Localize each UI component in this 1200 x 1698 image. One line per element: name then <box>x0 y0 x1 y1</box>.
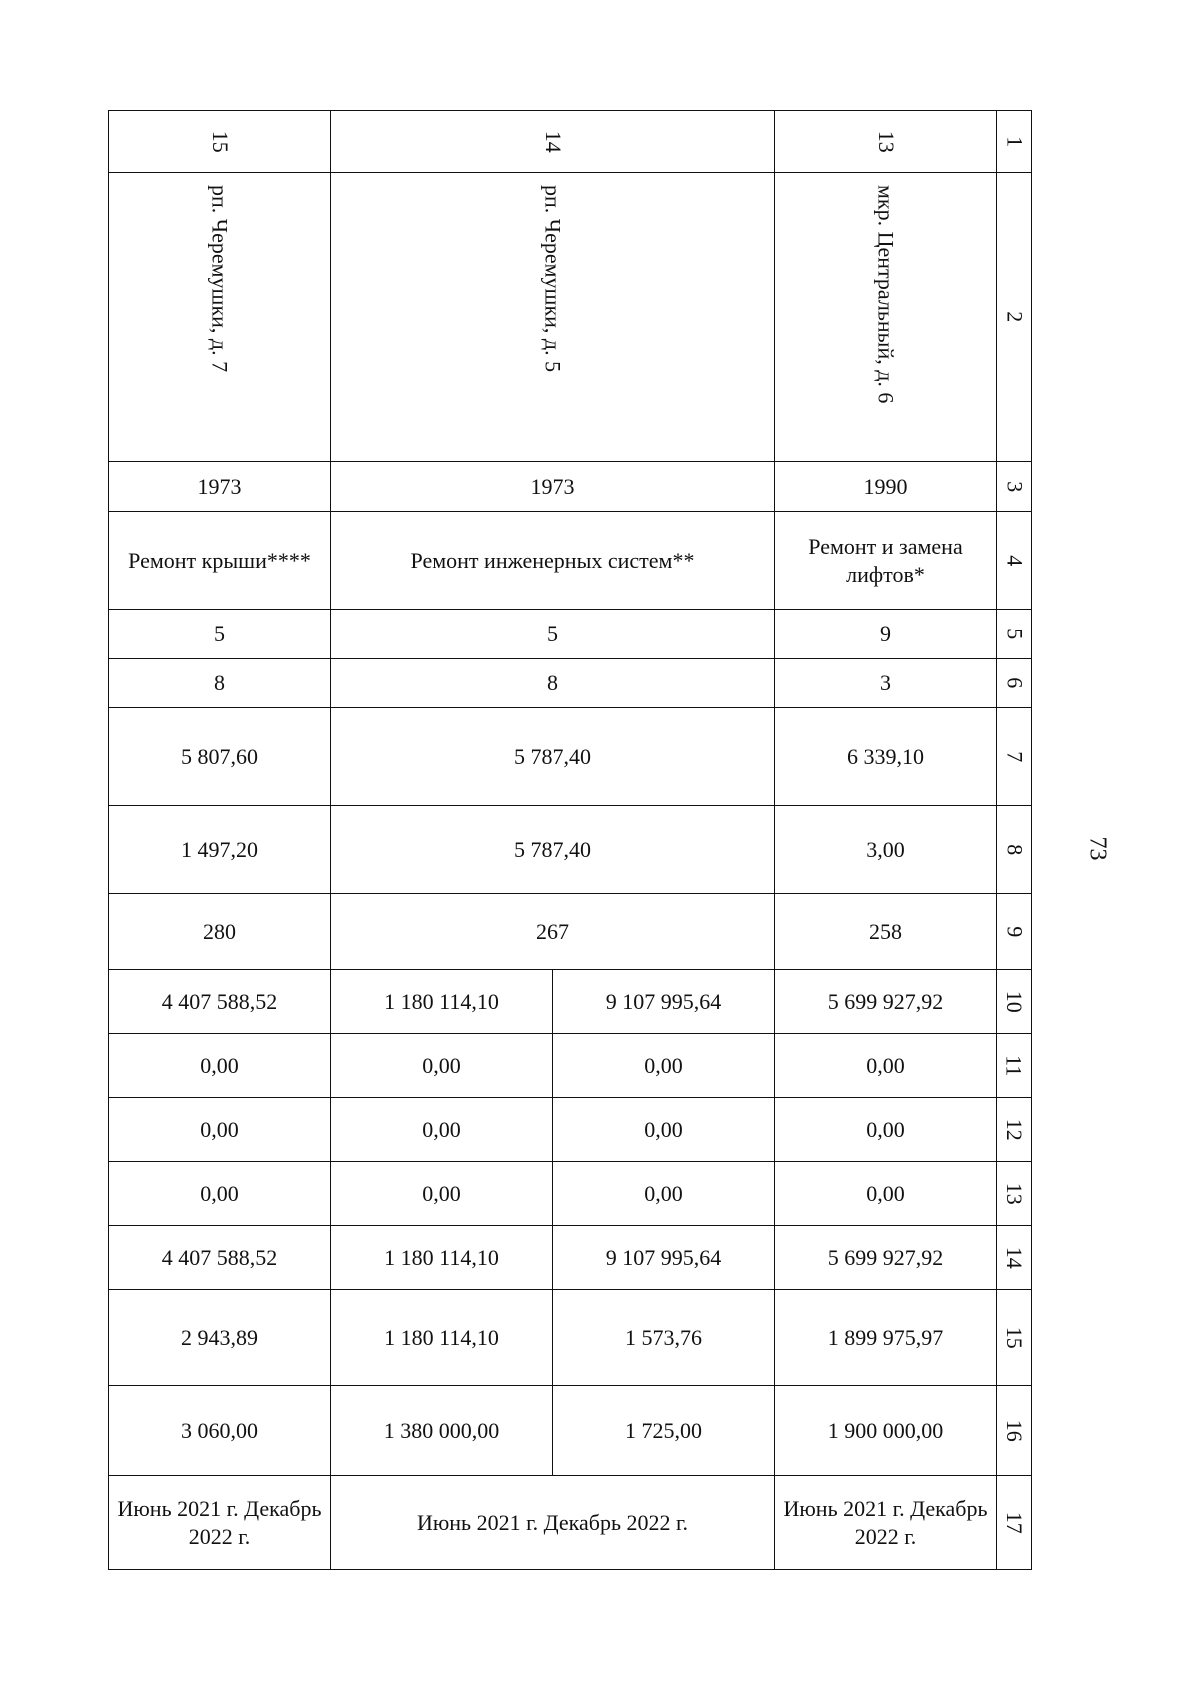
cell-value: 6 339,10 <box>775 708 997 806</box>
cell-value: 1 725,00 <box>553 1386 775 1476</box>
cell-value: 280 <box>109 894 331 970</box>
table-row <box>109 1386 1032 1476</box>
cell-value: 5 <box>331 610 775 659</box>
cell-period: Июнь 2021 г. Декабрь 2022 г. <box>109 1476 331 1570</box>
cell-period: Июнь 2021 г. Декабрь 2022 г. <box>775 1476 997 1570</box>
cell-value: 1 497,20 <box>109 806 331 894</box>
cell-value: 1 573,76 <box>553 1290 775 1386</box>
table-row <box>109 1098 1032 1162</box>
cell-value: 5 787,40 <box>331 806 775 894</box>
cell-value: 0,00 <box>331 1034 553 1098</box>
table-row <box>109 970 1032 1034</box>
cell-value: 267 <box>331 894 775 970</box>
table-row <box>109 1034 1032 1098</box>
cell-address: мкр. Центральный, д. 6 <box>775 173 997 462</box>
cell-value: 0,00 <box>775 1098 997 1162</box>
cell-period: Июнь 2021 г. Декабрь 2022 г. <box>331 1476 775 1570</box>
cell-value: 5 699 927,92 <box>775 1226 997 1290</box>
cell-value: 3 060,00 <box>109 1386 331 1476</box>
row-number: 12 <box>997 1098 1032 1162</box>
cell-year: 1973 <box>331 462 775 512</box>
cell-value: 1 380 000,00 <box>331 1386 553 1476</box>
cell-id: 13 <box>775 111 997 173</box>
cell-value: 1 180 114,10 <box>331 1226 553 1290</box>
cell-value: 5 787,40 <box>331 708 775 806</box>
table-row <box>109 1290 1032 1386</box>
cell-value: 1 180 114,10 <box>331 1290 553 1386</box>
table-row <box>109 610 1032 659</box>
row-number: 17 <box>997 1476 1032 1570</box>
cell-work-type: Ремонт крыши**** <box>109 512 331 610</box>
table-row <box>109 708 1032 806</box>
cell-value: 0,00 <box>109 1098 331 1162</box>
cell-value: 3 <box>775 659 997 708</box>
page-number: 73 <box>1084 836 1111 861</box>
cell-work-type: Ремонт инженерных систем** <box>331 512 775 610</box>
row-number: 9 <box>997 894 1032 970</box>
cell-value: 0,00 <box>553 1098 775 1162</box>
cell-value: 5 <box>109 610 331 659</box>
cell-value: 5 699 927,92 <box>775 970 997 1034</box>
cell-address: рп. Черемушки, д. 5 <box>331 173 775 462</box>
row-number: 10 <box>997 970 1032 1034</box>
table-row <box>109 659 1032 708</box>
cell-value: 3,00 <box>775 806 997 894</box>
table-row <box>109 1476 1032 1570</box>
row-number: 14 <box>997 1226 1032 1290</box>
cell-value: 9 <box>775 610 997 659</box>
cell-value: 0,00 <box>331 1098 553 1162</box>
cell-year: 1990 <box>775 462 997 512</box>
cell-value: 1 180 114,10 <box>331 970 553 1034</box>
row-number: 11 <box>997 1034 1032 1098</box>
cell-value: 5 807,60 <box>109 708 331 806</box>
cell-value: 8 <box>331 659 775 708</box>
cell-id: 15 <box>109 111 331 173</box>
cell-value: 1 899 975,97 <box>775 1290 997 1386</box>
row-number: 5 <box>997 610 1032 659</box>
cell-value: 0,00 <box>553 1034 775 1098</box>
cell-value: 0,00 <box>553 1162 775 1226</box>
row-number: 4 <box>997 512 1032 610</box>
cell-address: рп. Черемушки, д. 7 <box>109 173 331 462</box>
row-number: 2 <box>997 173 1032 462</box>
cell-value: 0,00 <box>775 1034 997 1098</box>
row-number: 7 <box>997 708 1032 806</box>
row-number: 6 <box>997 659 1032 708</box>
works-table <box>108 110 1032 1570</box>
table-row <box>109 1162 1032 1226</box>
cell-value: 9 107 995,64 <box>553 1226 775 1290</box>
row-number: 1 <box>997 111 1032 173</box>
table-row <box>109 111 1032 173</box>
cell-value: 8 <box>109 659 331 708</box>
cell-value: 0,00 <box>775 1162 997 1226</box>
cell-value: 258 <box>775 894 997 970</box>
cell-value: 1 900 000,00 <box>775 1386 997 1476</box>
cell-value: 9 107 995,64 <box>553 970 775 1034</box>
cell-work-type: Ремонт и замена лифтов* <box>775 512 997 610</box>
row-number: 15 <box>997 1290 1032 1386</box>
table-row <box>109 806 1032 894</box>
cell-value: 4 407 588,52 <box>109 970 331 1034</box>
row-number: 8 <box>997 806 1032 894</box>
row-number: 3 <box>997 462 1032 512</box>
cell-value: 0,00 <box>109 1162 331 1226</box>
table-row <box>109 173 1032 462</box>
table-row <box>109 512 1032 610</box>
cell-value: 2 943,89 <box>109 1290 331 1386</box>
cell-id: 14 <box>331 111 775 173</box>
table-row <box>109 894 1032 970</box>
row-number: 16 <box>997 1386 1032 1476</box>
cell-value: 0,00 <box>109 1034 331 1098</box>
table-row <box>109 1226 1032 1290</box>
cell-value: 0,00 <box>331 1162 553 1226</box>
row-number: 13 <box>997 1162 1032 1226</box>
cell-year: 1973 <box>109 462 331 512</box>
table-row <box>109 462 1032 512</box>
cell-value: 4 407 588,52 <box>109 1226 331 1290</box>
